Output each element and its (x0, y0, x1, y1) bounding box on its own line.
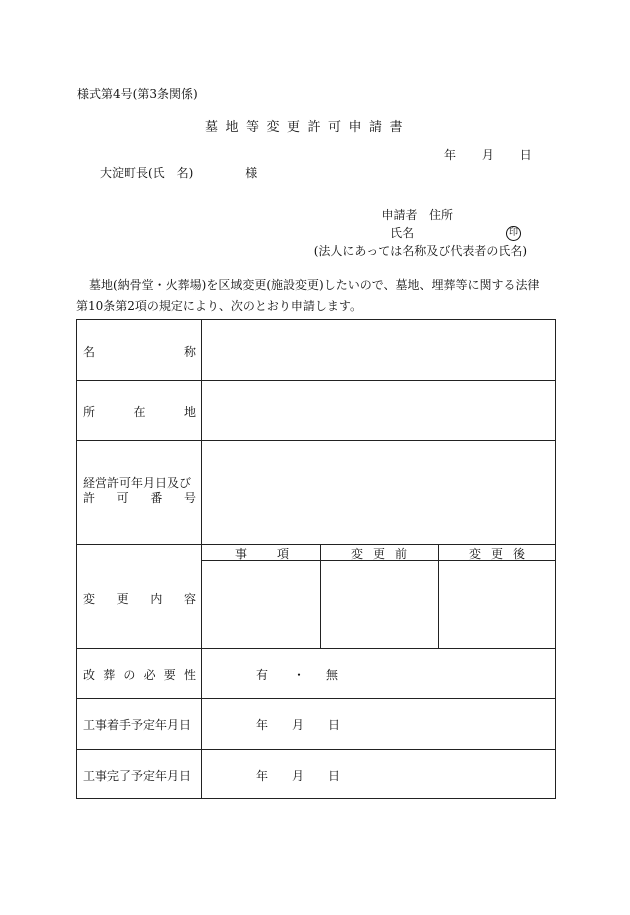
label-change: 変 更 内 容 (83, 592, 196, 606)
addressee-name: 大淀町長(氏 名) (100, 166, 194, 180)
addressee-honorific: 様 (245, 166, 258, 180)
application-table (76, 319, 556, 799)
label-name: 名 称 (83, 345, 196, 359)
reburial-no: 無 (326, 668, 339, 682)
body-text (76, 275, 559, 317)
row-divider (77, 380, 555, 381)
end-date-year: 年 (256, 769, 269, 783)
applicant-block (305, 206, 527, 260)
change-header-before: 変 更 前 (351, 547, 407, 561)
change-column-divider (320, 544, 321, 648)
body-line-1: 墓地(納骨堂・火葬場)を区域変更(施設変更)したいので、墓地、埋葬等に関する法律 (89, 278, 540, 292)
addressee (100, 164, 257, 181)
change-column-divider (438, 544, 439, 648)
form-reference: 様式第4号(第3条関係) (77, 87, 198, 101)
applicant-address-row (305, 206, 527, 224)
row-divider (77, 749, 555, 750)
reburial-yes: 有 (256, 668, 269, 682)
document-title: 墓地等変更許可申請書 (205, 120, 411, 135)
label-permit: 経営許可年月日及び 許 可 番 号 (83, 476, 196, 505)
date-month: 月 (481, 148, 494, 162)
applicant-label: 申請者 (381, 208, 418, 222)
start-date-day: 日 (328, 718, 341, 732)
row-divider (77, 698, 555, 699)
applicant-address-label: 住所 (428, 208, 453, 222)
applicant-name-row (305, 224, 527, 242)
change-header-item: 事 項 (235, 547, 289, 561)
seal-mark: 印 (506, 226, 521, 241)
applicant-note: (法人にあっては名称及び代表者の氏名) (313, 244, 527, 258)
date-year: 年 (444, 148, 457, 162)
row-divider (77, 440, 555, 441)
label-reburial: 改 葬 の 必 要 性 (83, 668, 196, 682)
end-date-month: 月 (292, 769, 305, 783)
row-divider (77, 648, 555, 649)
date-line (444, 146, 532, 163)
applicant-name-label: 氏名 (390, 226, 415, 240)
label-start-date: 工事着手予定年月日 (83, 718, 192, 732)
start-date-year: 年 (256, 718, 269, 732)
date-day: 日 (519, 148, 532, 162)
start-date-month: 月 (292, 718, 305, 732)
label-column-divider (201, 320, 202, 799)
label-location: 所 在 地 (83, 405, 196, 419)
end-date-day: 日 (328, 769, 341, 783)
label-end-date: 工事完了予定年月日 (83, 769, 192, 783)
change-header-after: 変 更 後 (469, 547, 525, 561)
body-line-2: 第10条第2項の規定により、次のとおり申請します。 (76, 299, 362, 313)
reburial-dot: ・ (293, 668, 306, 682)
